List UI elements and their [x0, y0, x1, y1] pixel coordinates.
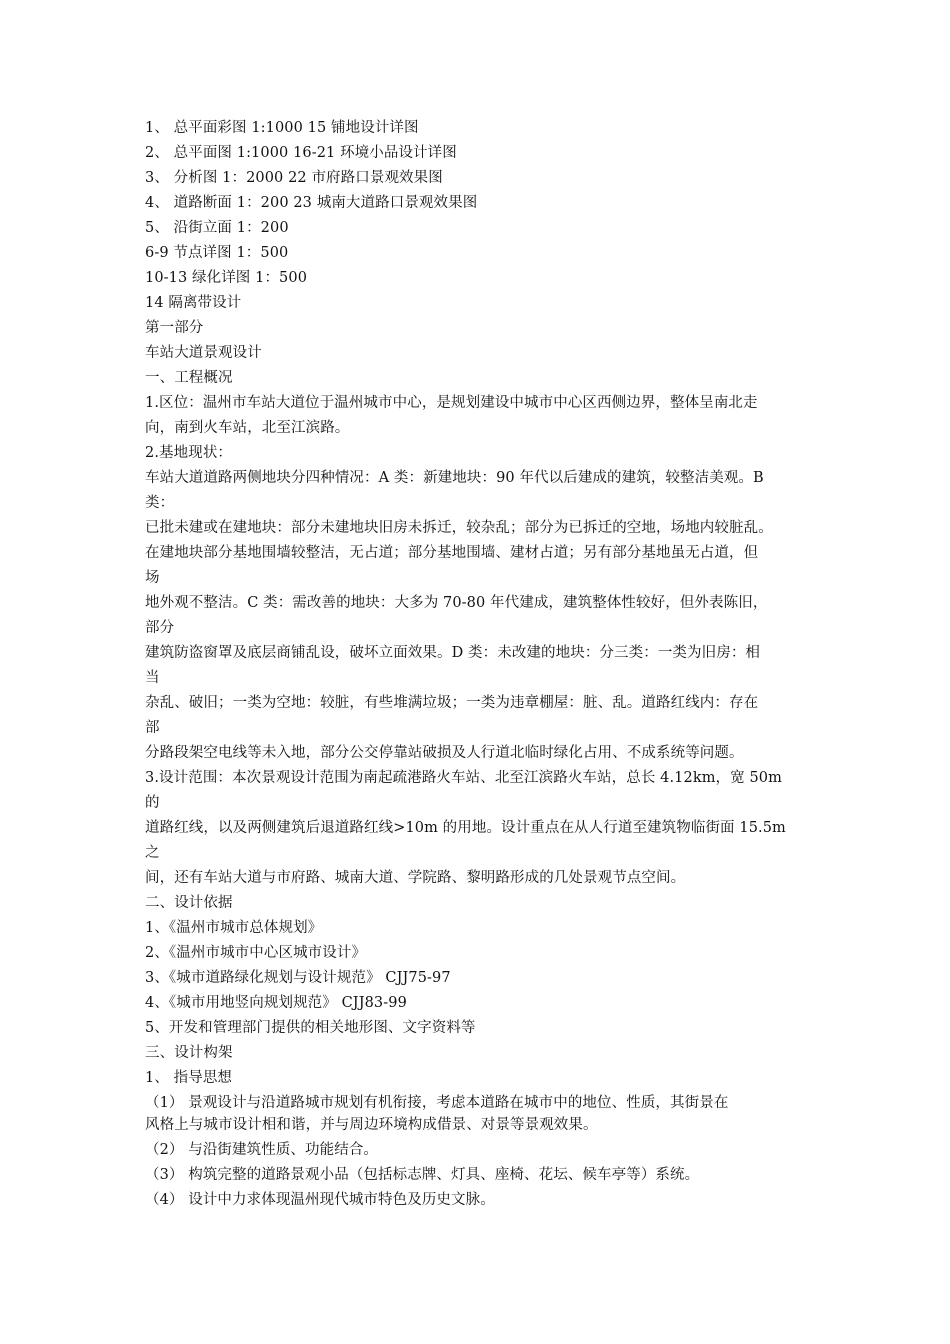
text-line: 1、 总平面彩图 1:1000 15 铺地设计详图	[145, 120, 419, 136]
text-line: 1、《温州市城市总体规划》	[145, 920, 323, 936]
text-line: 车站大道道路两侧地块分四种情况：A 类：新建地块：90 年代以后建成的建筑，较整洁美观。B	[145, 470, 764, 486]
text-line: 向，南到火车站，北至江滨路。	[145, 420, 350, 436]
text-line: 建筑防盗窗罩及底层商铺乱设，破坏立面效果。D 类：未改建的地块：分三类：一类为旧房：相	[145, 645, 761, 661]
text-line: 2、《温州市城市中心区城市设计》	[145, 945, 367, 961]
section-heading: 车站大道景观设计	[145, 345, 262, 361]
text-line: 场	[145, 570, 160, 586]
text-line: 4、《城市用地竖向规划规范》 CJJ83-99	[145, 995, 407, 1011]
text-line: 部分	[145, 620, 175, 636]
text-line: 之	[145, 845, 160, 861]
text-line: （3） 构筑完整的道路景观小品（包括标志牌、灯具、座椅、花坛、候车亭等）系统。	[145, 1167, 700, 1183]
text-line: 部	[145, 720, 160, 736]
text-line: 的	[145, 795, 160, 811]
section-heading: 三、设计构架	[145, 1045, 233, 1061]
text-line: 14 隔离带设计	[145, 295, 242, 311]
section-heading: 一、工程概况	[145, 370, 233, 386]
text-line: （2） 与沿街建筑性质、功能结合。	[145, 1142, 379, 1158]
section-heading: 二、设计依据	[145, 895, 233, 911]
text-line: 1、 指导思想	[145, 1070, 233, 1086]
text-line: 当	[145, 670, 160, 686]
text-line: 3、《城市道路绿化规划与设计规范》 CJJ75-97	[145, 970, 451, 986]
text-line: 4、 道路断面 1：200 23 城南大道路口景观效果图	[145, 195, 478, 211]
text-line: 3、 分析图 1：2000 22 市府路口景观效果图	[145, 170, 443, 186]
text-line: 3.设计范围：本次景观设计范围为南起疏港路火车站、北至江滨路火车站，总长 4.12km，宽 50m	[145, 770, 782, 786]
text-line: 6-9 节点详图 1：500	[145, 245, 289, 261]
text-line: 5、开发和管理部门提供的相关地形图、文字资料等	[145, 1020, 476, 1036]
text-line: 已批未建或在建地块：部分未建地块旧房未拆迁，较杂乱；部分为已拆迁的空地，场地内较脏乱。	[145, 520, 773, 536]
text-line: 5、 沿街立面 1：200	[145, 220, 289, 236]
text-line: 类：	[145, 495, 175, 511]
text-line: 风格上与城市设计相和谐，并与周边环境构成借景、对景等景观效果。	[145, 1117, 598, 1133]
text-line: 10-13 绿化详图 1：500	[145, 270, 308, 286]
text-line: （4） 设计中力求体现温州现代城市特色及历史文脉。	[145, 1192, 495, 1208]
text-line: （1） 景观设计与沿道路城市规划有机衔接，考虑本道路在城市中的地位、性质，其街景在	[145, 1095, 729, 1111]
text-line: 1.区位：温州市车站大道位于温州城市中心，是规划建设中城市中心区西侧边界，整体呈南北走	[145, 395, 758, 411]
text-line: 杂乱、破旧；一类为空地：较脏，有些堆满垃圾；一类为违章棚屋：脏、乱。道路红线内：存在	[145, 695, 759, 711]
text-line: 2、 总平面图 1:1000 16-21 环境小品设计详图	[145, 145, 457, 161]
text-line: 道路红线，以及两侧建筑后退道路红线>10m 的用地。设计重点在从人行道至建筑物临街面 15.5m	[145, 820, 786, 836]
text-line: 地外观不整洁。C 类：需改善的地块：大多为 70-80 年代建成，建筑整体性较好，但外表陈旧，	[145, 595, 768, 611]
text-line: 在建地块部分基地围墙较整洁，无占道；部分基地围墙、建材占道；另有部分基地虽无占道，但	[145, 545, 759, 561]
text-line: 2.基地现状：	[145, 445, 233, 461]
section-heading: 第一部分	[145, 320, 204, 336]
text-line: 间，还有车站大道与市府路、城南大道、学院路、黎明路形成的几处景观节点空间。	[145, 870, 686, 886]
text-line: 分路段架空电线等未入地，部分公交停靠站破损及人行道北临时绿化占用、不成系统等问题。	[145, 745, 744, 761]
